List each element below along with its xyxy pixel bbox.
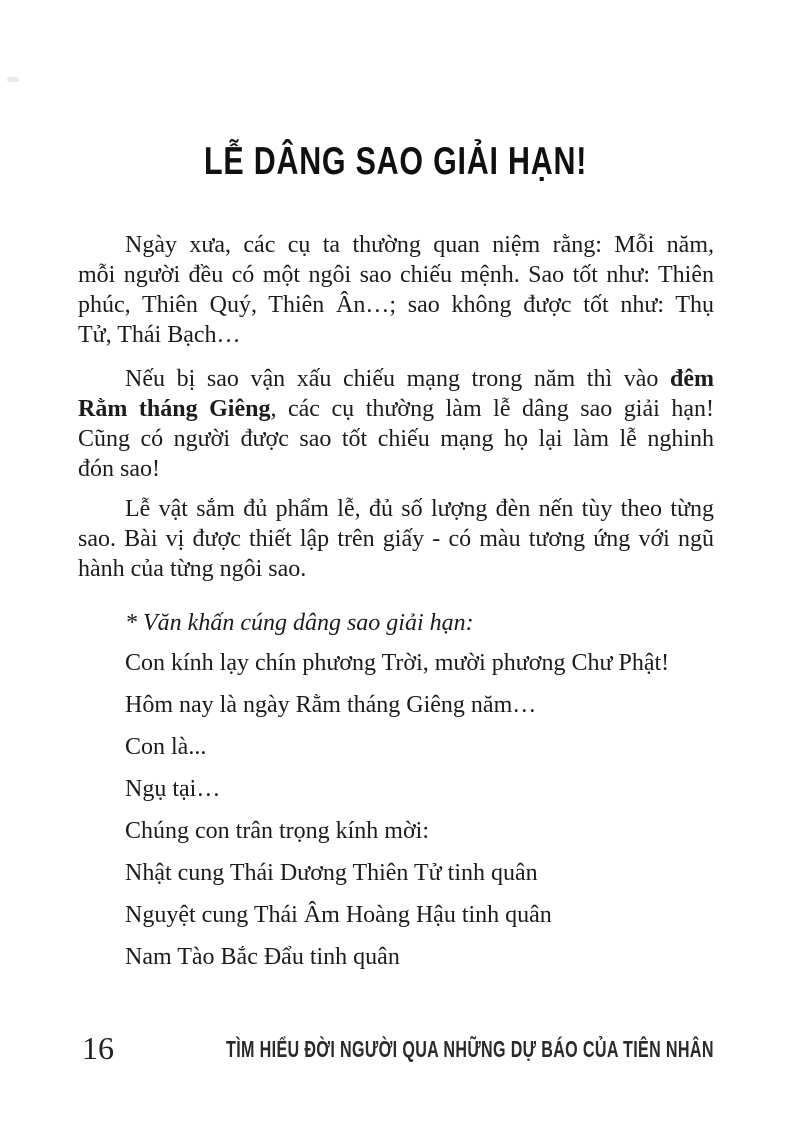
prayer-line: Nguyệt cung Thái Âm Hoàng Hậu tinh quân bbox=[125, 902, 552, 928]
prayer-line: Ngụ tại… bbox=[125, 776, 221, 802]
text-segment: Nếu bị sao vận xấu chiếu mạng trong năm thì vào bbox=[125, 366, 670, 392]
prayer-line: Nhật cung Thái Dương Thiên Tử tinh quân bbox=[125, 860, 538, 886]
text-line: mỗi người đều có một ngôi sao chiếu mệnh. Sao tốt như: Thiên bbox=[78, 262, 714, 288]
prayer-line: Con kính lạy chín phương Trời, mười phương Chư Phật! bbox=[125, 650, 670, 676]
bold-emphasis: Rằm tháng Giêng bbox=[78, 396, 271, 422]
text-line: Tử, Thái Bạch… bbox=[78, 322, 241, 348]
text-line: phúc, Thiên Quý, Thiên Ân…; sao không được tốt như: Thụ bbox=[78, 292, 714, 318]
page-title-text: LỄ DÂNG SAO GIẢI HẠN! bbox=[204, 140, 588, 183]
text-line bbox=[78, 364, 714, 394]
text-line: Cũng có người được sao tốt chiếu mạng họ lại làm lễ nghinh bbox=[78, 426, 714, 452]
text-line: đón sao! bbox=[78, 456, 160, 482]
paragraph-1 bbox=[78, 230, 714, 350]
bold-emphasis: đêm bbox=[670, 366, 714, 392]
paragraph-3 bbox=[78, 494, 714, 584]
text-line bbox=[78, 394, 714, 424]
footer-page-number: 16 bbox=[82, 1030, 114, 1066]
paragraph-2 bbox=[78, 364, 714, 484]
prayer-line: Nam Tào Bắc Đẩu tinh quân bbox=[125, 944, 400, 970]
page-title bbox=[78, 140, 714, 184]
text-segment: , các cụ thường làm lễ dâng sao giải hạn! bbox=[270, 396, 714, 422]
prayer-line: Chúng con trân trọng kính mời: bbox=[125, 818, 429, 844]
page-body bbox=[78, 230, 714, 984]
footer-running-title: TÌM HIỂU ĐỜI NGƯỜI QUA NHỮNG DỰ BÁO CỦA TIÊN NHÂN bbox=[226, 1036, 714, 1062]
text-line: sao. Bài vị được thiết lập trên giấy - có màu tương ứng với ngũ bbox=[78, 526, 714, 552]
text-line: hành của từng ngôi sao. bbox=[78, 556, 307, 582]
scan-artifact bbox=[7, 77, 19, 82]
text-line: Lễ vật sắm đủ phẩm lễ, đủ số lượng đèn nến tùy theo từng bbox=[125, 496, 714, 522]
prayer-line: Hôm nay là ngày Rằm tháng Giêng năm… bbox=[125, 692, 537, 718]
prayer-heading: * Văn khấn cúng dâng sao giải hạn: bbox=[125, 610, 474, 636]
text-line: Ngày xưa, các cụ ta thường quan niệm rằng: Mỗi năm, bbox=[125, 232, 714, 258]
prayer-line: Con là... bbox=[125, 734, 207, 760]
